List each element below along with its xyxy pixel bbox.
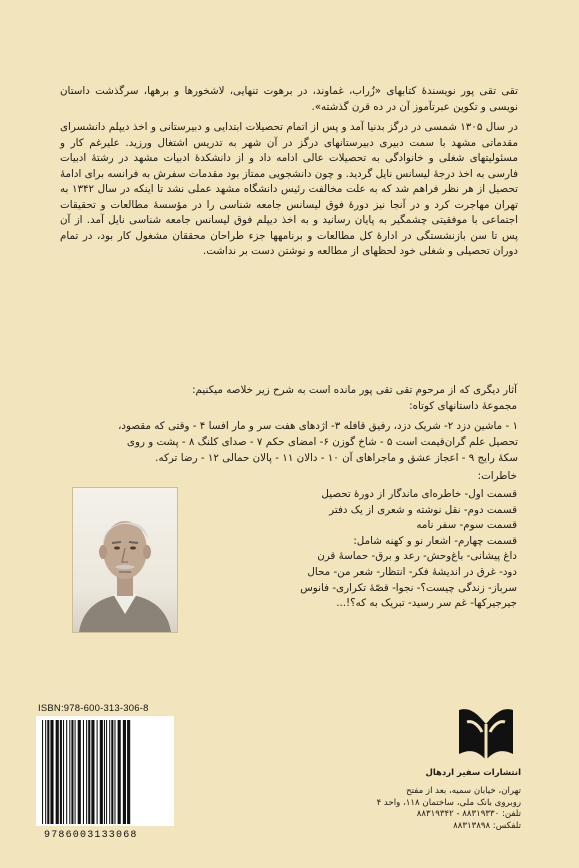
barcode-bar bbox=[71, 720, 73, 824]
barcode-bar bbox=[97, 720, 98, 824]
barcode-bar bbox=[47, 720, 49, 824]
barcode-digits: 9786003133068 bbox=[44, 830, 138, 841]
memoir-line: جیرجیرکها- غم سر رسید- تبریک به که؟!... bbox=[336, 597, 517, 610]
barcode-bar bbox=[106, 720, 107, 824]
publisher-address bbox=[351, 786, 521, 832]
barcode-bar bbox=[78, 720, 81, 824]
barcode bbox=[36, 716, 174, 826]
barcode-bar bbox=[75, 720, 76, 824]
isbn-label: ISBN:978-600-313-306-8 bbox=[38, 703, 149, 714]
bio-paragraph: تقی تقی پور نویسندهٔ کتابهای «زُراب، غماوند، در برهوت تنهایی، لاشخورها و برهها، سرگذشت داستان نویسی و تکوین عبرتآموز آن در ده قرن گذشته». bbox=[60, 85, 518, 113]
short-stories-title: مجموعهٔ داستانهای کوتاه: bbox=[409, 400, 517, 412]
barcode-bar bbox=[69, 720, 70, 824]
memoir-line: داغ پیشانی- باغ‌وحش- رعد و برق- حماسهٔ قرن bbox=[317, 550, 517, 563]
barcode-bar bbox=[109, 720, 110, 824]
barcode-bar bbox=[45, 720, 46, 824]
address-line: تهران، خیابان سمیه، بعد از مفتح bbox=[406, 786, 521, 796]
address-line: تلفن: ۸۸۳۱۹۳۳۰ - ۸۸۳۱۹۳۴۲ bbox=[416, 809, 521, 820]
barcode-bar bbox=[50, 720, 53, 824]
publisher-logo-icon bbox=[449, 704, 523, 766]
memoirs-title: خاطرات: bbox=[477, 470, 517, 482]
memoir-line: قسمت دوم- نقل نوشته و شعری از یک دفتر bbox=[329, 503, 517, 516]
address-line: روبروی بانک ملی، ساختمان ۱۱۸، واحد ۴ bbox=[376, 797, 521, 808]
barcode-bar bbox=[88, 720, 90, 824]
memoir-line: قسمت چهارم- اشعار نو و کهنه شامل: bbox=[353, 534, 517, 547]
memoir-line: قسمت اول- خاطره‌ای ماندگار از دورهٔ تحصیل bbox=[321, 488, 517, 500]
barcode-bar bbox=[91, 720, 94, 824]
barcode-bar bbox=[104, 720, 105, 824]
bio-paragraph: در سال ۱۳۰۵ شمسی در درگز بدنیا آمد و پس از اتمام تحصیلات ابتدایی و دبیرستانی و اخذ دیپلم دانشسرای مقدماتی مشهد با سمت دبیری دبیرستانهای درگز در آن شهر به تدریس اشتغال ورزید. علیرغم کار و مسئولیتهای شغلی و خانوادگی به تحصیلات عالی ادامه داد و از دانشکدهٔ ادبیات مشهد در رشتهٔ ادبیات فارسی به اخذ درجهٔ لیسانس نایل گردید. و چون دانشجویی ممتاز بود مقدمات سفرش به فرانسه برای ادامهٔ تحصیل از هر نظر فراهم شد که به علت مخالفت رئیس دانشگاه مشهد عملی نشد تا اینکه در سال ۱۳۴۲ به تهران مهاجرت کرد و در آنجا نیز دورهٔ فوق لیسانس جامعه شناسی را در مؤسسهٔ مطالعات و تحقیقات اجتماعی با موفقیتی چشمگیر به پایان رسانید و به اخذ دیپلم فوق لیسانس جامعه شناسی نایل آمد. از آن پس تا سن بازنشستگی در ادارهٔ کل مطالعات و برنامهها جزء طراحان محققان مشغول کار بود، در تمام دوران تحصیلی و شغلی خود لحظهای از مطالعه و نوشتن دست بر نداشت. bbox=[60, 121, 518, 257]
works-intro: آثار دیگری که از مرحوم تقی تقی پور مانده است به شرح زیر خلاصه میکنیم: bbox=[192, 384, 517, 396]
barcode-bar bbox=[60, 720, 62, 824]
author-biography bbox=[60, 84, 518, 265]
story-line: ۱ - ماشین دزد ۲- شریک دزد، رفیق قافله ۳- اژدهای هفت سر و مار افسا ۴ - وقتی که مقصود، bbox=[118, 420, 518, 432]
memoir-line: سرباز- زندگی چیست؟- نجوا- قصّهٔ تکراری- فانوس bbox=[300, 581, 517, 594]
barcode-bar bbox=[56, 720, 59, 824]
memoir-line: دود- غرق در اندیشهٔ فکر- انتظار- شعر من- محال bbox=[307, 565, 517, 578]
barcode-bar bbox=[66, 720, 67, 824]
memoirs-list bbox=[157, 487, 517, 612]
story-line: تحصیل علم گران‌قیمت است ۵ - شاخ گوزن ۶- امضای حکم ۷ - صدای کلنگ ۸ - پشت و روی bbox=[126, 436, 518, 448]
barcode-bar bbox=[118, 720, 121, 824]
barcode-bar bbox=[100, 720, 103, 824]
barcode-bar bbox=[114, 720, 115, 824]
memoir-line: قسمت سوم- سفر نامه bbox=[416, 519, 517, 532]
address-line: تلفکس: ۸۸۳۱۳۸۹۸ bbox=[453, 820, 521, 831]
barcode-bar bbox=[123, 720, 126, 824]
barcode-bar bbox=[42, 720, 43, 824]
story-line: سکهٔ رایج ۹ - اعجاز عشق و ماجراهای آن ۱۰ - دالان ۱۱ - پالان حمالی ۱۲ - رضا ترکه. bbox=[155, 452, 518, 464]
short-stories-list bbox=[60, 418, 518, 466]
author-photo bbox=[72, 487, 178, 633]
barcode-bar bbox=[63, 720, 64, 824]
barcode-bar bbox=[127, 720, 130, 824]
barcode-bar bbox=[111, 720, 113, 824]
barcode-bar bbox=[83, 720, 84, 824]
publisher-name: انتشارات سفیر اردهال bbox=[425, 768, 521, 778]
barcode-bar bbox=[86, 720, 87, 824]
